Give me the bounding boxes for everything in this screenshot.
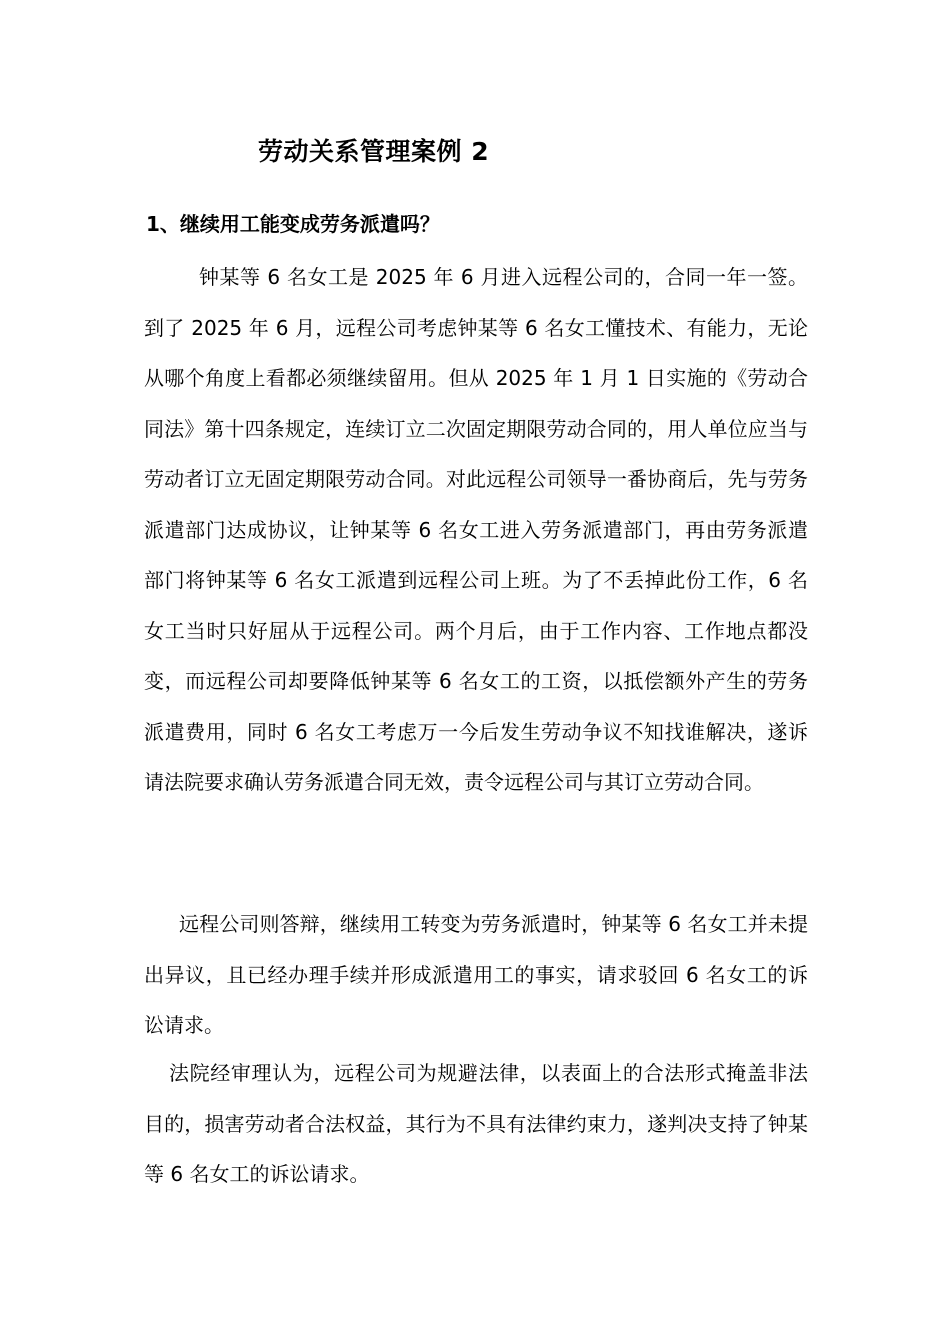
paragraph-company-defense: 远程公司则答辩，继续用工转变为劳务派遣时，钟某等 6 名女工并未提出异议，且已经办理手续并形成派遣用工的事实，请求驳回 6 名女工的诉讼请求。 <box>144 912 808 1037</box>
document-title: 劳动关系管理案例 2 <box>258 137 490 166</box>
paragraph-court-ruling: 法院经审理认为，远程公司为规避法律，以表面上的合法形式掩盖非法目的，损害劳动者合法权益，其行为不具有法律约束力，遂判决支持了钟某等 6 名女工的诉讼请求。 <box>144 1061 808 1186</box>
paragraph-case-facts: 钟某等 6 名女工是 2025 年 6 月进入远程公司的，合同一年一签。到了 2025 年 6 月，远程公司考虑钟某等 6 名女工懂技术、有能力，无论从哪个角度上看都必须继续留用。但从 2025 年 1 月 1 日实施的《劳动合同法》第十四条规定，连续订立二次固定期限劳动合同的，用人单位应当与劳动者订立无固定期限劳动合同。对此远程公司领导一番协商后，先与劳务派遣部门达成协议，让钟某等 6 名女工进入劳务派遣部门，再由劳务派遣部门将钟某等 6 名女工派遣到远程公司上班。为了不丢掉此份工作，6 名女工当时只好屈从于远程公司。两个月后，由于工作内容、工作地点都没变，而远程公司却要降低钟某等 6 名女工的工资，以抵偿额外产生的劳务派遣费用，同时 6 名女工考虑万一今后发生劳动争议不知找谁解决，遂诉请法院要求确认劳务派遣合同无效，责令远程公司与其订立劳动合同。 <box>144 265 808 794</box>
section-heading: 1、继续用工能变成劳务派遣吗？ <box>146 212 440 236</box>
